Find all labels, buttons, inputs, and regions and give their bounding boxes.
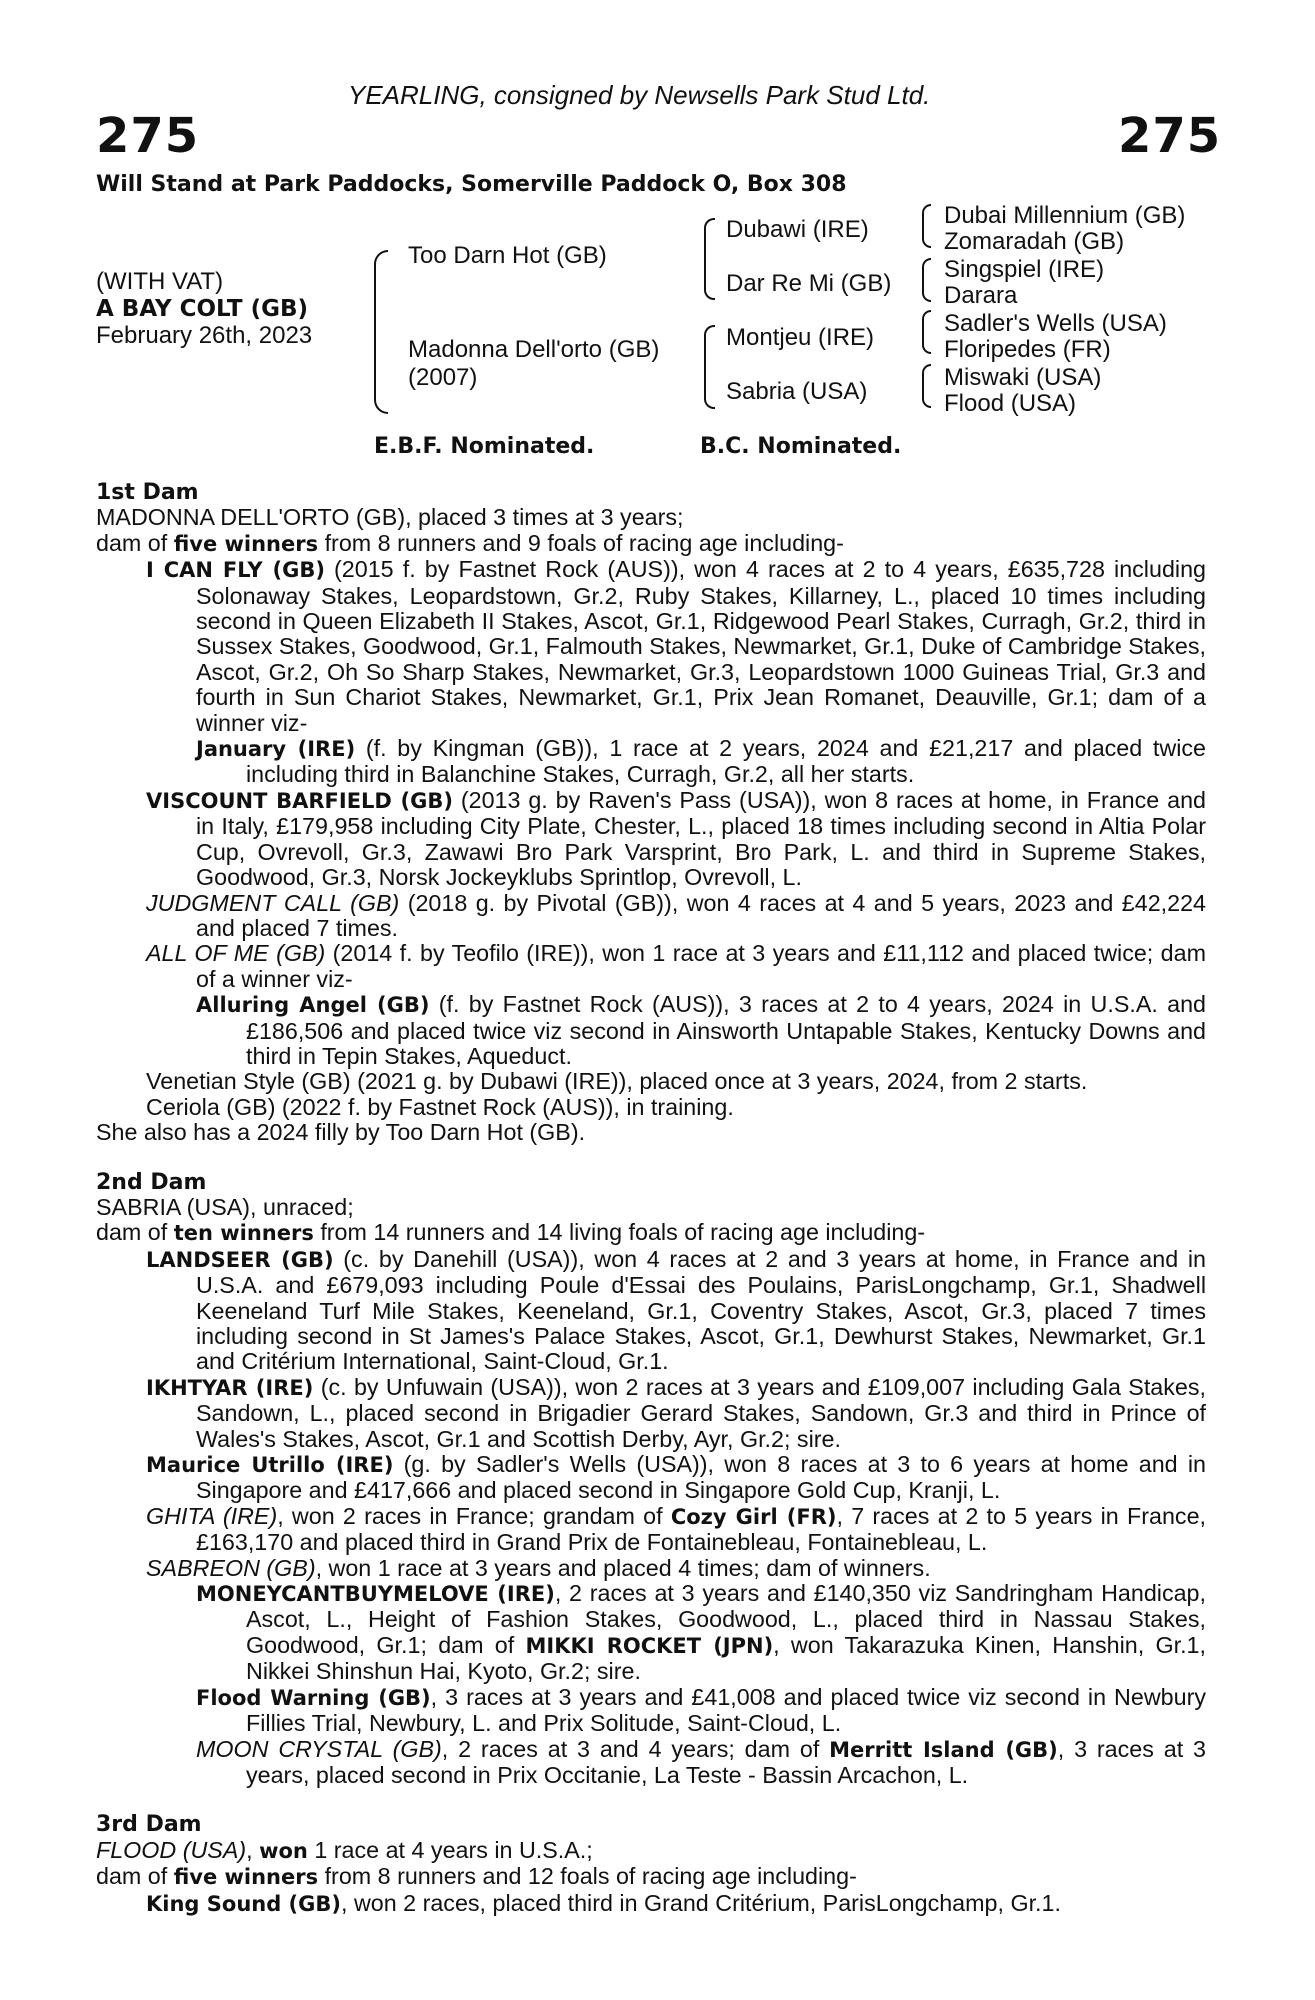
pedigree-sss: Dubai Millennium (GB) bbox=[944, 202, 1186, 229]
first-dam-foal-venetian-style: Venetian Style (GB) (2021 g. by Dubawi (IRE)), placed once at 3 years, 2024, from 2 starts. bbox=[146, 1068, 1088, 1095]
pedigree-dam-year: (2007) bbox=[408, 364, 478, 391]
pedigree-ssd: Zomaradah (GB) bbox=[944, 228, 1125, 255]
vat-note: (WITH VAT) bbox=[96, 268, 224, 295]
stall-location: Will Stand at Park Paddocks, Somerville Paddock O, Box 308 bbox=[96, 172, 847, 197]
bc-nomination: B.C. Nominated. bbox=[700, 434, 902, 459]
third-dam-summary: FLOOD (USA), won 1 race at 4 years in U.S.A.; bbox=[96, 1836, 593, 1863]
first-dam-produce: dam of five winners from 8 runners and 9 foals of racing age including- bbox=[96, 529, 844, 556]
pedigree-dsd: Floripedes (FR) bbox=[944, 336, 1111, 363]
third-dam-heading: 3rd Dam bbox=[96, 1812, 202, 1838]
first-dam-heading: 1st Dam bbox=[96, 480, 199, 505]
pedigree-brace-ss bbox=[922, 204, 931, 248]
first-dam-foal-ceriola: Ceriola (GB) (2022 f. by Fastnet Rock (AUS)), in training. bbox=[146, 1093, 734, 1120]
pedigree-brace-sire bbox=[704, 218, 715, 300]
second-dam-produce: dam of ten winners from 14 runners and 14 living foals of racing age including- bbox=[96, 1219, 926, 1246]
pedigree-sire-dam: Dar Re Mi (GB) bbox=[726, 270, 892, 297]
second-dam-foal-ikhtyar: IKHTYAR (IRE) (c. by Unfuwain (USA)), won 2 races at 3 years and £109,007 including Gala Stakes, Sandown, L., placed second in Brigadier Gerard Stakes, Sandown, Gr.3 and third in Prince of Wales's Stakes, Ascot, Gr.1 and Scottish Derby, Ayr, Gr.2; sire. bbox=[146, 1373, 1206, 1452]
pedigree-sds: Singspiel (IRE) bbox=[944, 256, 1105, 283]
first-dam-granddaughter-january: January (IRE) (f. by Kingman (GB)), 1 race at 2 years, 2024 and £21,217 and placed twice including third in Balanchine Stakes, Curragh, Gr.2, all her starts. bbox=[196, 735, 1206, 788]
second-dam-foal-landseer: LANDSEER (GB) (c. by Danehill (USA)), won 4 races at 2 and 3 years at home, in France and in U.S.A. and £679,093 including Poule d'Essai des Poulains, ParisLongchamp, Gr.1, Shadwell Keeneland Turf Mile Stakes, Keeneland, Gr.1, Coventry Stakes, Ascot, Gr.3, placed 7 times including second in St James's Palace Stakes, Ascot, Gr.1, Dewhurst Stakes, Newmarket, Gr.1 and Critérium International, Saint-Cloud, Gr.1. bbox=[146, 1245, 1206, 1375]
second-dam-foal-ghita: GHITA (IRE), won 2 races in France; grandam of Cozy Girl (FR), 7 races at 2 to 5 years in France, £163,170 and placed third in Grand Prix de Fontainebleau, Fontainebleau, L. bbox=[146, 1502, 1206, 1556]
consignor-line: YEARLING, consigned by Newsells Park Stud Ltd. bbox=[348, 80, 931, 110]
ebf-nomination: E.B.F. Nominated. bbox=[374, 434, 595, 459]
pedigree-sdd: Darara bbox=[944, 282, 1018, 309]
third-dam-produce: dam of five winners from 8 runners and 12 foals of racing age including- bbox=[96, 1863, 857, 1890]
pedigree-dds: Miswaki (USA) bbox=[944, 364, 1102, 391]
pedigree-dam-dam: Sabria (USA) bbox=[726, 378, 868, 405]
first-dam-foal-i-can-fly: I CAN FLY (GB) (2015 f. by Fastnet Rock (AUS)), won 4 races at 2 to 4 years, £635,728 including Solonaway Stakes, Leopardstown, Gr.2, Ruby Stakes, Killarney, L., placed 10 times including second in Queen Elizabeth II Stakes, Ascot, Gr.1, Ridgewood Pearl Stakes, Curragh, Gr.2, third in Sussex Stakes, Goodwood, Gr.1, Falmouth Stakes, Newmarket, Gr.1, Duke of Cambridge Stakes, Ascot, Gr.2, Oh So Sharp Stakes, Newmarket, Gr.3, Leopardstown 1000 Guineas Trial, Gr.3 and fourth in Sun Chariot Stakes, Newmarket, Gr.1, Prix Jean Romanet, Deauville, Gr.1; dam of a winner viz- bbox=[146, 556, 1206, 736]
first-dam-also: She also has a 2024 filly by Too Darn Hot (GB). bbox=[96, 1119, 586, 1146]
first-dam-summary: MADONNA DELL'ORTO (GB), placed 3 times at 3 years; bbox=[96, 504, 684, 531]
pedigree-dss: Sadler's Wells (USA) bbox=[944, 310, 1167, 337]
pedigree-ddd: Flood (USA) bbox=[944, 390, 1077, 417]
second-dam-foal-maurice-utrillo: Maurice Utrillo (IRE) (g. by Sadler's Wells (USA)), won 8 races at 3 to 6 years at home and in Singapore and £417,666 and placed second in Singapore Gold Cup, Kranji, L. bbox=[146, 1451, 1206, 1504]
pedigree-brace-dd bbox=[922, 364, 931, 408]
pedigree-sire-sire: Dubawi (IRE) bbox=[726, 216, 869, 243]
pedigree-dam: Madonna Dell'orto (GB) bbox=[408, 336, 660, 363]
first-dam-foal-judgment-call: JUDGMENT CALL (GB) (2018 g. by Pivotal (GB)), won 4 races at 4 and 5 years, 2023 and £42,224 and placed 7 times. bbox=[146, 889, 1207, 941]
third-dam-foal-king-sound: King Sound (GB), won 2 races, placed third in Grand Critérium, ParisLongchamp, Gr.1. bbox=[146, 1889, 1061, 1916]
second-dam-grandfoal-moon-crystal: MOON CRYSTAL (GB), 2 races at 3 and 4 years; dam of Merritt Island (GB), 3 races at 3 years, placed second in Prix Occitanie, La Teste - Bassin Arcachon, L. bbox=[196, 1735, 1206, 1788]
pedigree-brace-main bbox=[374, 250, 388, 414]
pedigree-brace-ds bbox=[922, 310, 931, 354]
first-dam-foal-all-of-me: ALL OF ME (GB) (2014 f. by Teofilo (IRE)), won 1 race at 3 years and £11,112 and placed twice; dam of a winner viz- bbox=[146, 940, 1206, 992]
second-dam-grandfoal-moneycantbuymelove: MONEYCANTBUYMELOVE (IRE), 2 races at 3 years and £140,350 viz Sandringham Handicap, Ascot, L., Height of Fashion Stakes, Goodwood, L., placed third in Nassau Stakes, Goodwood, Gr.1; dam of MIKKI ROCKET (JPN), won Takarazuka Kinen, Hanshin, Gr.1, Nikkei Shinshun Hai, Kyoto, Gr.2; sire. bbox=[196, 1580, 1206, 1685]
lot-number-right: 275 bbox=[1118, 108, 1222, 164]
pedigree-dam-sire: Montjeu (IRE) bbox=[726, 324, 875, 351]
pedigree-sire: Too Darn Hot (GB) bbox=[408, 242, 607, 269]
first-dam-granddaughter-alluring-angel: Alluring Angel (GB) (f. by Fastnet Rock (AUS)), 3 races at 2 to 4 years, 2024 in U.S.A. and £186,506 and placed twice viz second in Ainsworth Untapable Stakes, Kentucky Downs and third in Tepin Stakes, Aqueduct. bbox=[196, 991, 1206, 1069]
second-dam-grandfoal-flood-warning: Flood Warning (GB), 3 races at 3 years and £41,008 and placed twice viz second in Newbury Fillies Trial, Newbury, L. and Prix Solitude, Saint-Cloud, L. bbox=[196, 1683, 1206, 1737]
second-dam-heading: 2nd Dam bbox=[96, 1169, 207, 1195]
pedigree-brace-sd bbox=[922, 258, 931, 302]
catalogue-body bbox=[96, 480, 1206, 1917]
horse-name: A BAY COLT (GB) bbox=[96, 296, 309, 322]
lot-number-left: 275 bbox=[96, 108, 200, 164]
foaling-date: February 26th, 2023 bbox=[96, 322, 313, 349]
second-dam-summary: SABRIA (USA), unraced; bbox=[96, 1193, 354, 1220]
pedigree-brace-dam bbox=[704, 325, 715, 409]
second-dam-foal-sabreon: SABREON (GB), won 1 race at 3 years and placed 4 times; dam of winners. bbox=[146, 1554, 931, 1581]
first-dam-foal-viscount-barfield: VISCOUNT BARFIELD (GB) (2013 g. by Raven's Pass (USA)), won 8 races at home, in France and in Italy, £179,958 including City Plate, Chester, L., placed 18 times including second in Altia Polar Cup, Ovrevoll, Gr.3, Zawawi Bro Park Varsprint, Bro Park, L. and third in Supreme Stakes, Goodwood, Gr.3, Norsk Jockeyklubs Sprintlop, Ovrevoll, L. bbox=[146, 786, 1206, 891]
